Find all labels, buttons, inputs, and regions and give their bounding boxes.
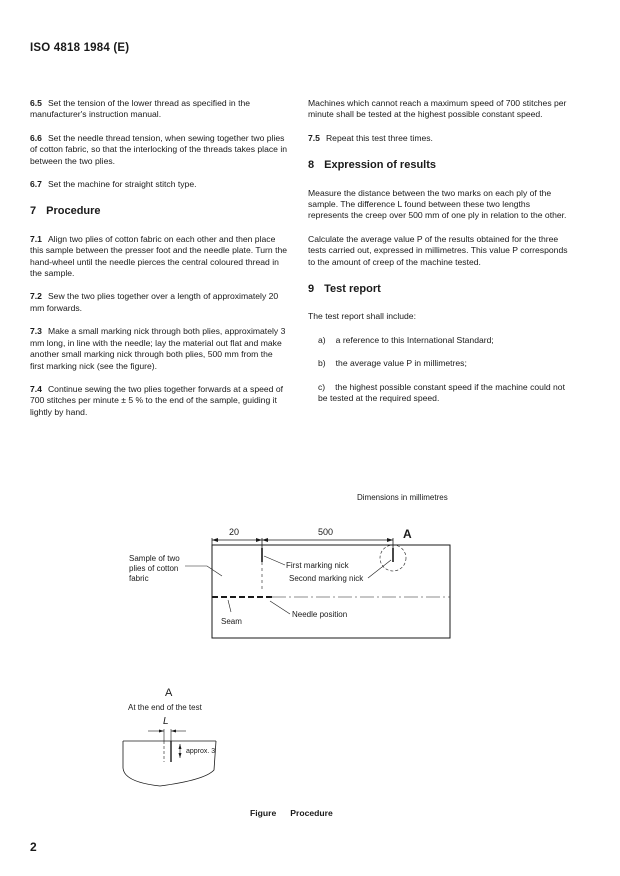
dimensions-note: Dimensions in millimetres bbox=[357, 493, 448, 502]
heading-test-report: 9 Test report bbox=[308, 283, 381, 296]
clause-7-3: 7.3 Make a small marking nick through both plies, approximately 3 mm long, in line with the needle; lay the material out flat and make another small marking nick through both plies, 500 mm from the first marking nick (see the figure). bbox=[30, 326, 286, 371]
clause-6-5: 6.5 Set the tension of the lower thread as specified in the manufacturer's instruction manual. bbox=[30, 98, 251, 120]
test-report-intro: The test report shall include: bbox=[308, 311, 416, 322]
clause-6-6: 6.6 Set the needle thread tension, when sewing together two plies of cotton fabric, so that the interlocking of the threads takes place in between the two plies. bbox=[30, 132, 288, 166]
sample-label-line-3: fabric bbox=[129, 574, 149, 583]
dimension-arrow bbox=[212, 538, 218, 542]
dimension-arrow bbox=[256, 538, 262, 542]
dimension-arrow bbox=[262, 538, 268, 542]
second-nick-leader bbox=[368, 560, 391, 578]
clause-7-2: 7.2 Sew the two plies together over a length of approximately 20 mm forwards. bbox=[30, 291, 279, 313]
detail-dim-arrow bbox=[179, 744, 182, 749]
list-item: c) the highest possible constant speed if the machine could not be tested at the required speed. bbox=[318, 381, 565, 404]
seam-label: Seam bbox=[221, 617, 242, 626]
fabric-sample bbox=[212, 545, 450, 638]
heading-expression-of-results: 8 Expression of results bbox=[308, 159, 436, 172]
clause-7-1: 7.1 Align two plies of cotton fabric on each other and then place this sample between the presser foot and the needle plate. Turn the hand-wheel until the needle pierces the central coloured thread in the sample. bbox=[30, 233, 288, 279]
detail-label-a: A bbox=[403, 527, 412, 541]
sample-label-line-1: Sample of two bbox=[129, 554, 180, 563]
clause-6-7: 6.7 Set the machine for straight stitch type. bbox=[30, 179, 197, 190]
detail-dim-arrow bbox=[171, 730, 176, 733]
detail-dim-arrow bbox=[159, 730, 164, 733]
detail-approx-label: approx. 3 bbox=[186, 748, 216, 755]
list-item: b) the average value P in millimetres; bbox=[318, 358, 467, 369]
dimension-arrow bbox=[387, 538, 393, 542]
heading-procedure: 7 Procedure bbox=[30, 205, 101, 218]
needle-position-leader bbox=[270, 601, 290, 614]
dimension-500: 500 bbox=[318, 527, 334, 537]
list-item: a) a reference to this International Standard; bbox=[318, 334, 494, 345]
clause-7-4-continued: Machines which cannot reach a maximum speed of 700 stitches per minute shall be tested at the highest possible constant speed. bbox=[308, 98, 567, 120]
results-paragraph-1: Measure the distance between the two marks on each ply of the sample. The difference L found between these two lengths represents the creep over 500 mm of one ply in relation to the other. bbox=[308, 187, 567, 221]
sample-label-line-2: plies of cotton bbox=[129, 564, 179, 573]
detail-dim-arrow bbox=[179, 753, 182, 758]
first-nick-leader bbox=[264, 556, 285, 565]
results-paragraph-2: Calculate the average value P of the results obtained for the three tests carried out, expressed in millimetres. This value P corresponds to the amount of creep of the machine tested. bbox=[308, 233, 568, 267]
needle-position-label: Needle position bbox=[292, 610, 348, 619]
figure-caption: Figure Procedure bbox=[250, 808, 333, 818]
sample-leader bbox=[185, 566, 222, 576]
clause-7-4: 7.4 Continue sewing the two plies together forwards at a speed of 700 stitches per minute ± 5 % to the end of the sample, guiding it lightly by hand. bbox=[30, 383, 283, 417]
first-nick-label: First marking nick bbox=[286, 561, 349, 570]
detail-title: A bbox=[165, 687, 173, 699]
document-header: ISO 4818 1984 (E) bbox=[30, 42, 130, 54]
clause-7-5: 7.5 Repeat this test three times. bbox=[308, 132, 433, 143]
dimension-20: 20 bbox=[229, 527, 240, 537]
second-nick-label: Second marking nick bbox=[289, 574, 364, 583]
detail-caption: At the end of the test bbox=[128, 703, 202, 712]
page-number: 2 bbox=[30, 840, 37, 854]
seam-leader bbox=[228, 600, 231, 612]
detail-length-l: L bbox=[163, 716, 169, 727]
